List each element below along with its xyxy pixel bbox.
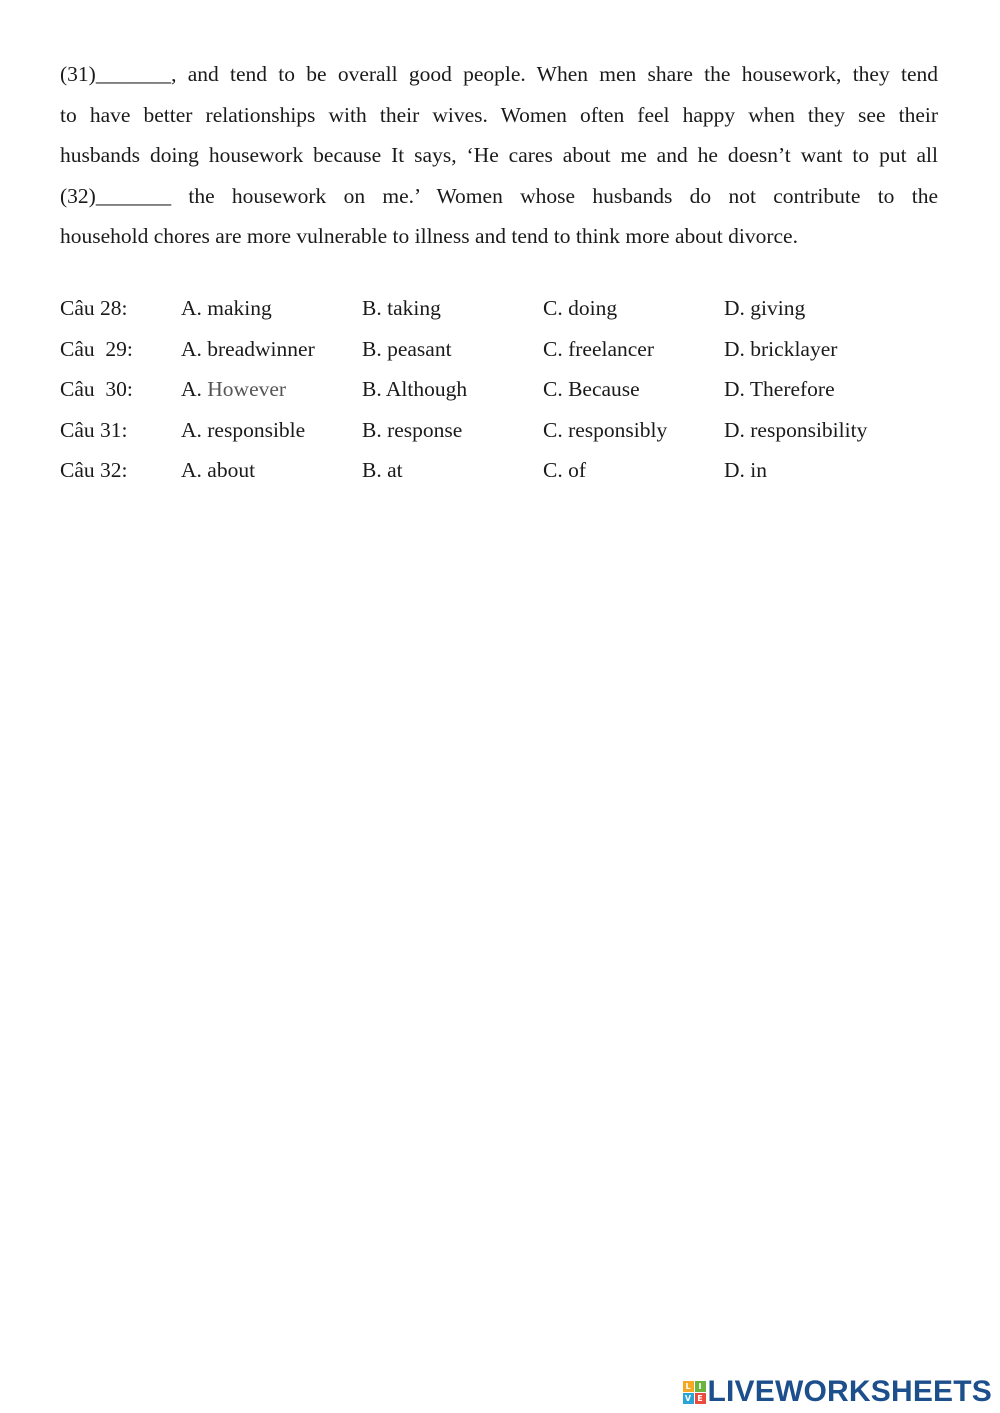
option-c[interactable]: C. doing — [543, 296, 618, 320]
logo-letter: E — [695, 1393, 706, 1404]
logo-icon — [683, 1381, 706, 1404]
question-row-31 — [60, 410, 940, 451]
question-row-30 — [60, 369, 940, 410]
option-b[interactable]: B. response — [362, 417, 463, 442]
reading-passage — [60, 54, 938, 257]
option-b[interactable]: B. peasant — [362, 336, 452, 361]
question-list — [60, 288, 940, 491]
question-row-32 — [60, 450, 940, 491]
passage-line: (31)_______, and tend to be overall good people. When men share the housework, they tend — [60, 62, 938, 86]
option-d[interactable]: D. Therefore — [724, 377, 835, 401]
option-a-prefix: A. — [181, 377, 208, 401]
option-c[interactable]: C. freelancer — [543, 336, 655, 361]
liveworksheets-logo — [683, 1377, 993, 1407]
question-row-29 — [60, 329, 940, 370]
logo-letter: L — [683, 1381, 694, 1392]
option-b[interactable]: B. at — [362, 458, 403, 482]
option-b[interactable]: B. Although — [362, 377, 468, 401]
option-b[interactable]: B. taking — [362, 296, 441, 320]
option-a[interactable]: A. about — [181, 458, 256, 482]
logo-letter: I — [695, 1381, 706, 1392]
question-label: Câu 29: — [60, 336, 133, 361]
option-d[interactable]: D. responsibility — [724, 417, 868, 442]
question-label: Câu 31: — [60, 417, 128, 442]
question-label: Câu 30: — [60, 377, 133, 401]
option-d[interactable]: D. bricklayer — [724, 336, 838, 361]
option-c[interactable]: C. Because — [543, 377, 640, 401]
option-a[interactable]: A. breadwinner — [181, 336, 315, 361]
logo-letter: V — [683, 1393, 694, 1404]
option-a[interactable] — [181, 369, 286, 410]
passage-line: to have better relationships with their wives. Women often feel happy when they see their — [60, 102, 938, 127]
passage-line: household chores are more vulnerable to illness and tend to think more about divorce. — [60, 224, 798, 248]
logo-text: LIVEWORKSHEETS — [707, 1375, 992, 1408]
option-a-word: However — [207, 377, 287, 401]
option-d[interactable]: D. in — [724, 458, 767, 482]
option-a[interactable]: A. making — [181, 296, 272, 320]
option-d[interactable]: D. giving — [724, 296, 806, 320]
passage-line: (32)_______ the housework on me.’ Women whose husbands do not contribute to the — [60, 183, 938, 208]
option-a[interactable]: A. responsible — [181, 417, 306, 442]
option-c[interactable]: C. responsibly — [543, 417, 668, 442]
question-label: Câu 28: — [60, 296, 128, 320]
passage-line: husbands doing housework because It says, ‘He cares about me and he doesn’t want to put all — [60, 143, 938, 167]
question-label: Câu 32: — [60, 458, 128, 482]
question-row-28 — [60, 288, 940, 329]
option-c[interactable]: C. of — [543, 458, 586, 482]
